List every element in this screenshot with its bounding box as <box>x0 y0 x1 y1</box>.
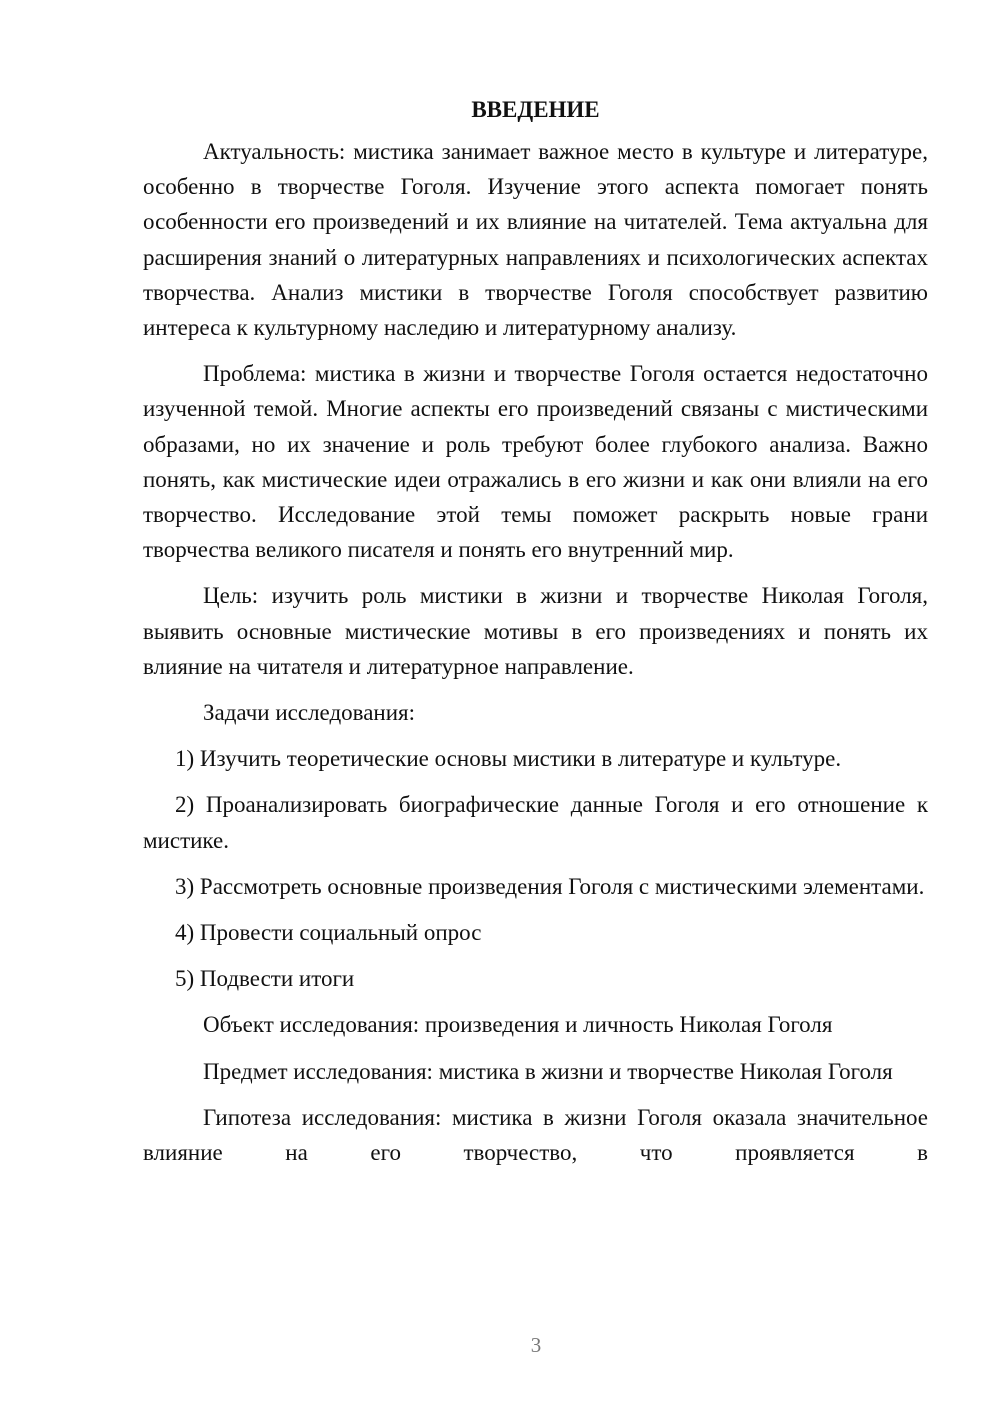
research-subject: Предмет исследования: мистика в жизни и творчестве Николая Гоголя <box>203 1058 893 1084</box>
task-item-1: 1) Изучить теоретические основы мистики в литературе и культуре. <box>175 746 842 772</box>
task-item-4: 4) Провести социальный опрос <box>175 920 482 946</box>
tasks-heading: Задачи исследования: <box>203 700 416 726</box>
problem-paragraph: Проблема: мистика в жизни и творчестве Гоголя остается недостаточно изученной темой. Многие аспекты его произведений связаны с мистическими образами, но их значение и роль требуют более глубокого анализа. Важно понять, как мистические идеи отражались в его жизни и как они влияли на его творчество. Исследование этой темы поможет раскрыть новые грани творчества великого писателя и понять его внутренний мир. <box>143 361 928 563</box>
page-number: 3 <box>530 1333 542 1357</box>
page-title: ВВЕДЕНИЕ <box>471 97 600 122</box>
research-object: Объект исследования: произведения и личность Николая Гоголя <box>203 1012 833 1038</box>
research-hypothesis: Гипотеза исследования: мистика в жизни Гоголя оказала значительное влияние на его творчество, что проявляется в <box>143 1104 928 1166</box>
task-item-2: 2) Проанализировать биографические данные Гоголя и его отношение к мистике. <box>143 792 928 853</box>
relevance-paragraph: Актуальность: мистика занимает важное место в культуре и литературе, особенно в творчестве Гоголя. Изучение этого аспекта помогает понять особенности его произведений и их влияние на читателей. Тема актуальна для расширения знаний о литературных направлениях и психологических аспектах творчества. Анализ мистики в творчестве Гоголя способствует развитию интереса к культурному наследию и литературному анализу. <box>143 139 928 341</box>
goal-paragraph: Цель: изучить роль мистики в жизни и творчестве Николая Гоголя, выявить основные мистические мотивы в его произведениях и понять их влияние на читателя и литературное направление. <box>143 583 928 679</box>
page-content <box>143 92 928 1181</box>
task-item-5: 5) Подвести итоги <box>175 966 355 992</box>
task-item-3: 3) Рассмотреть основные произведения Гоголя с мистическими элементами. <box>175 873 925 899</box>
